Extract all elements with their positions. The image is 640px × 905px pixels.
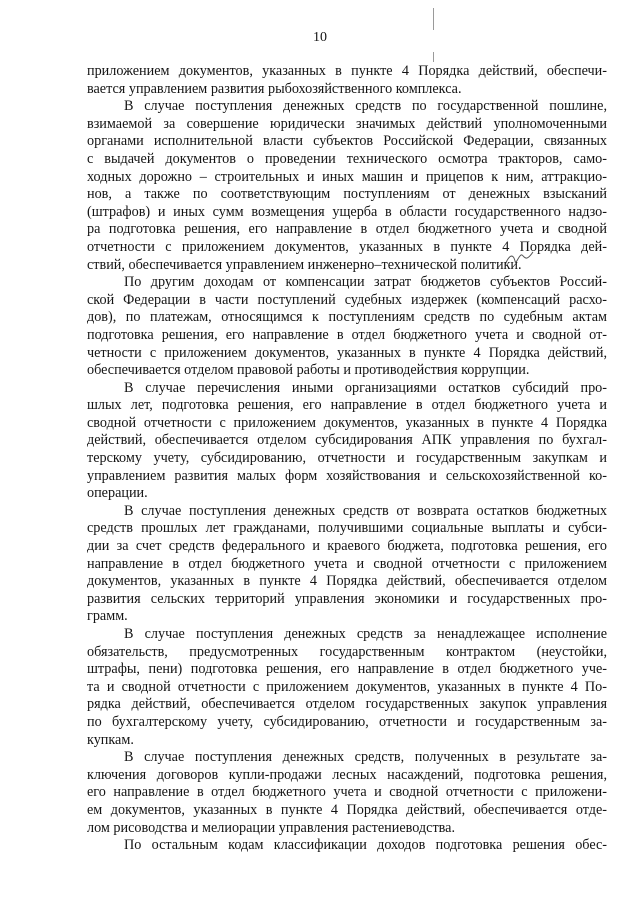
text-line: взимаемой за совершение юридически значимых действий уполномоченными [87,115,607,132]
text-line: с выдачей документов о проведении технического осмотра тракторов, само- [87,150,607,167]
text-line: его направление в отдел бюджетного учета и сводной отчетности с приложени- [87,784,607,801]
text-line: В случае поступления денежных средств за ненадлежащее исполнение [124,626,607,642]
text-line: сводной отчетности с приложением документов, указанных в пункте 4 Порядка [87,414,607,431]
binding-margin-mark [433,52,434,62]
text-line: По другим доходам от компенсации затрат бюджетов субъектов Россий- [124,274,607,291]
document-body [87,63,607,855]
text-line: обеспечивается отделом правовой работы и противодействия коррупции. [87,362,530,379]
text-line: грамм. [87,608,128,625]
text-line: терскому учету, субсидированию, отчетности и государственным закупкам и [87,450,607,467]
binding-margin-mark [433,8,434,30]
text-line: ем документов, указанных в пункте 4 Порядка действий, обеспечивается отде- [87,801,607,818]
text-line: приложением документов, указанных в пункте 4 Порядка действий, обеспечи- [87,63,607,79]
page-number: 10 [313,30,327,45]
text-line: дов), по платежам, относящимся к поступлениям средств по судебным актам [87,309,607,326]
text-line: ствий, обеспечивается управлением инженерно–технической политики. [87,256,522,273]
text-line: дии за счет средств федерального и краевого бюджета, подготовка решения, его [87,538,607,555]
text-line: купкам. [87,731,134,748]
text-line: ключения договоров купли-продажи лесных насаждений, подготовка решения, [87,766,607,783]
text-line: по бухгалтерскому учету, субсидированию, отчетности и государственным за- [87,713,607,730]
text-line: ра подготовка решения, его направление в отдел бюджетного учета и сводной [87,221,607,238]
text-line: В случае поступления денежных средств, полученных в результате за- [124,749,607,766]
text-line: четности с приложением документов, указанных в пункте 4 Порядка действий, [87,344,607,361]
text-line: шлых лет, подготовка решения, его направление в отдел бюджетного учета и [87,397,607,414]
text-line: В случае перечисления иными организациями остатков субсидий про- [124,379,607,396]
text-line: та и сводной отчетности с приложением документов, указанных в пункте 4 По- [87,678,607,695]
text-line: средств прошлых лет гражданами, получившими социальные выплаты и субси- [87,520,607,537]
text-line: (штрафов) и иных сумм возмещения ущерба в области государственного надзо- [87,203,607,220]
text-line: операции. [87,485,148,502]
text-line: В случае поступления денежных средств от возврата остатков бюджетных [124,502,607,519]
text-line: подготовка решения, его направление в отдел бюджетного учета и сводной от- [87,326,607,343]
text-line: направление в отдел бюджетного учета и сводной отчетности с приложением [87,555,607,572]
text-line: ходных дорожно – строительных и иных машин и прицепов к ним, аттракцио- [87,168,607,185]
text-line: органами исполнительной власти субъектов Российской Федерации, связанных [87,133,607,150]
text-line: развития сельских территорий управления экономики и государственных про- [87,590,607,607]
text-line: рядка действий, обеспечивается отделом государственных закупок управления [87,696,607,713]
text-line: вается управлением развития рыбохозяйственного комплекса. [87,80,462,97]
text-line: управлением развития малых форм хозяйствования и сельскохозяйственной ко- [87,467,607,484]
text-line: По остальным кодам классификации доходов подготовка решения обес- [124,837,607,854]
text-line: штрафы, пени) подготовка решения, его направление в отдел бюджетного уче- [87,661,607,678]
text-line: нов, а также по соответствующим поступлениям от денежных взысканий [87,186,607,203]
text-line: обязательств, предусмотренных государственным контрактом (неустойки, [87,643,607,660]
text-line: В случае поступления денежных средств по государственной пошлине, [124,98,607,115]
text-line: отчетности с приложением документов, указанных в пункте 4 Порядка дей- [87,238,607,255]
text-line: действий, обеспечивается отделом субсидирования АПК управления по бухгал- [87,432,607,449]
text-line: ской Федерации в части поступлений судебных издержек (компенсаций расхо- [87,291,607,308]
text-line: лом рисоводства и мелиорации управления растениеводства. [87,819,456,836]
text-line: документов, указанных в пункте 4 Порядка действий, обеспечивается отделом [87,573,607,590]
